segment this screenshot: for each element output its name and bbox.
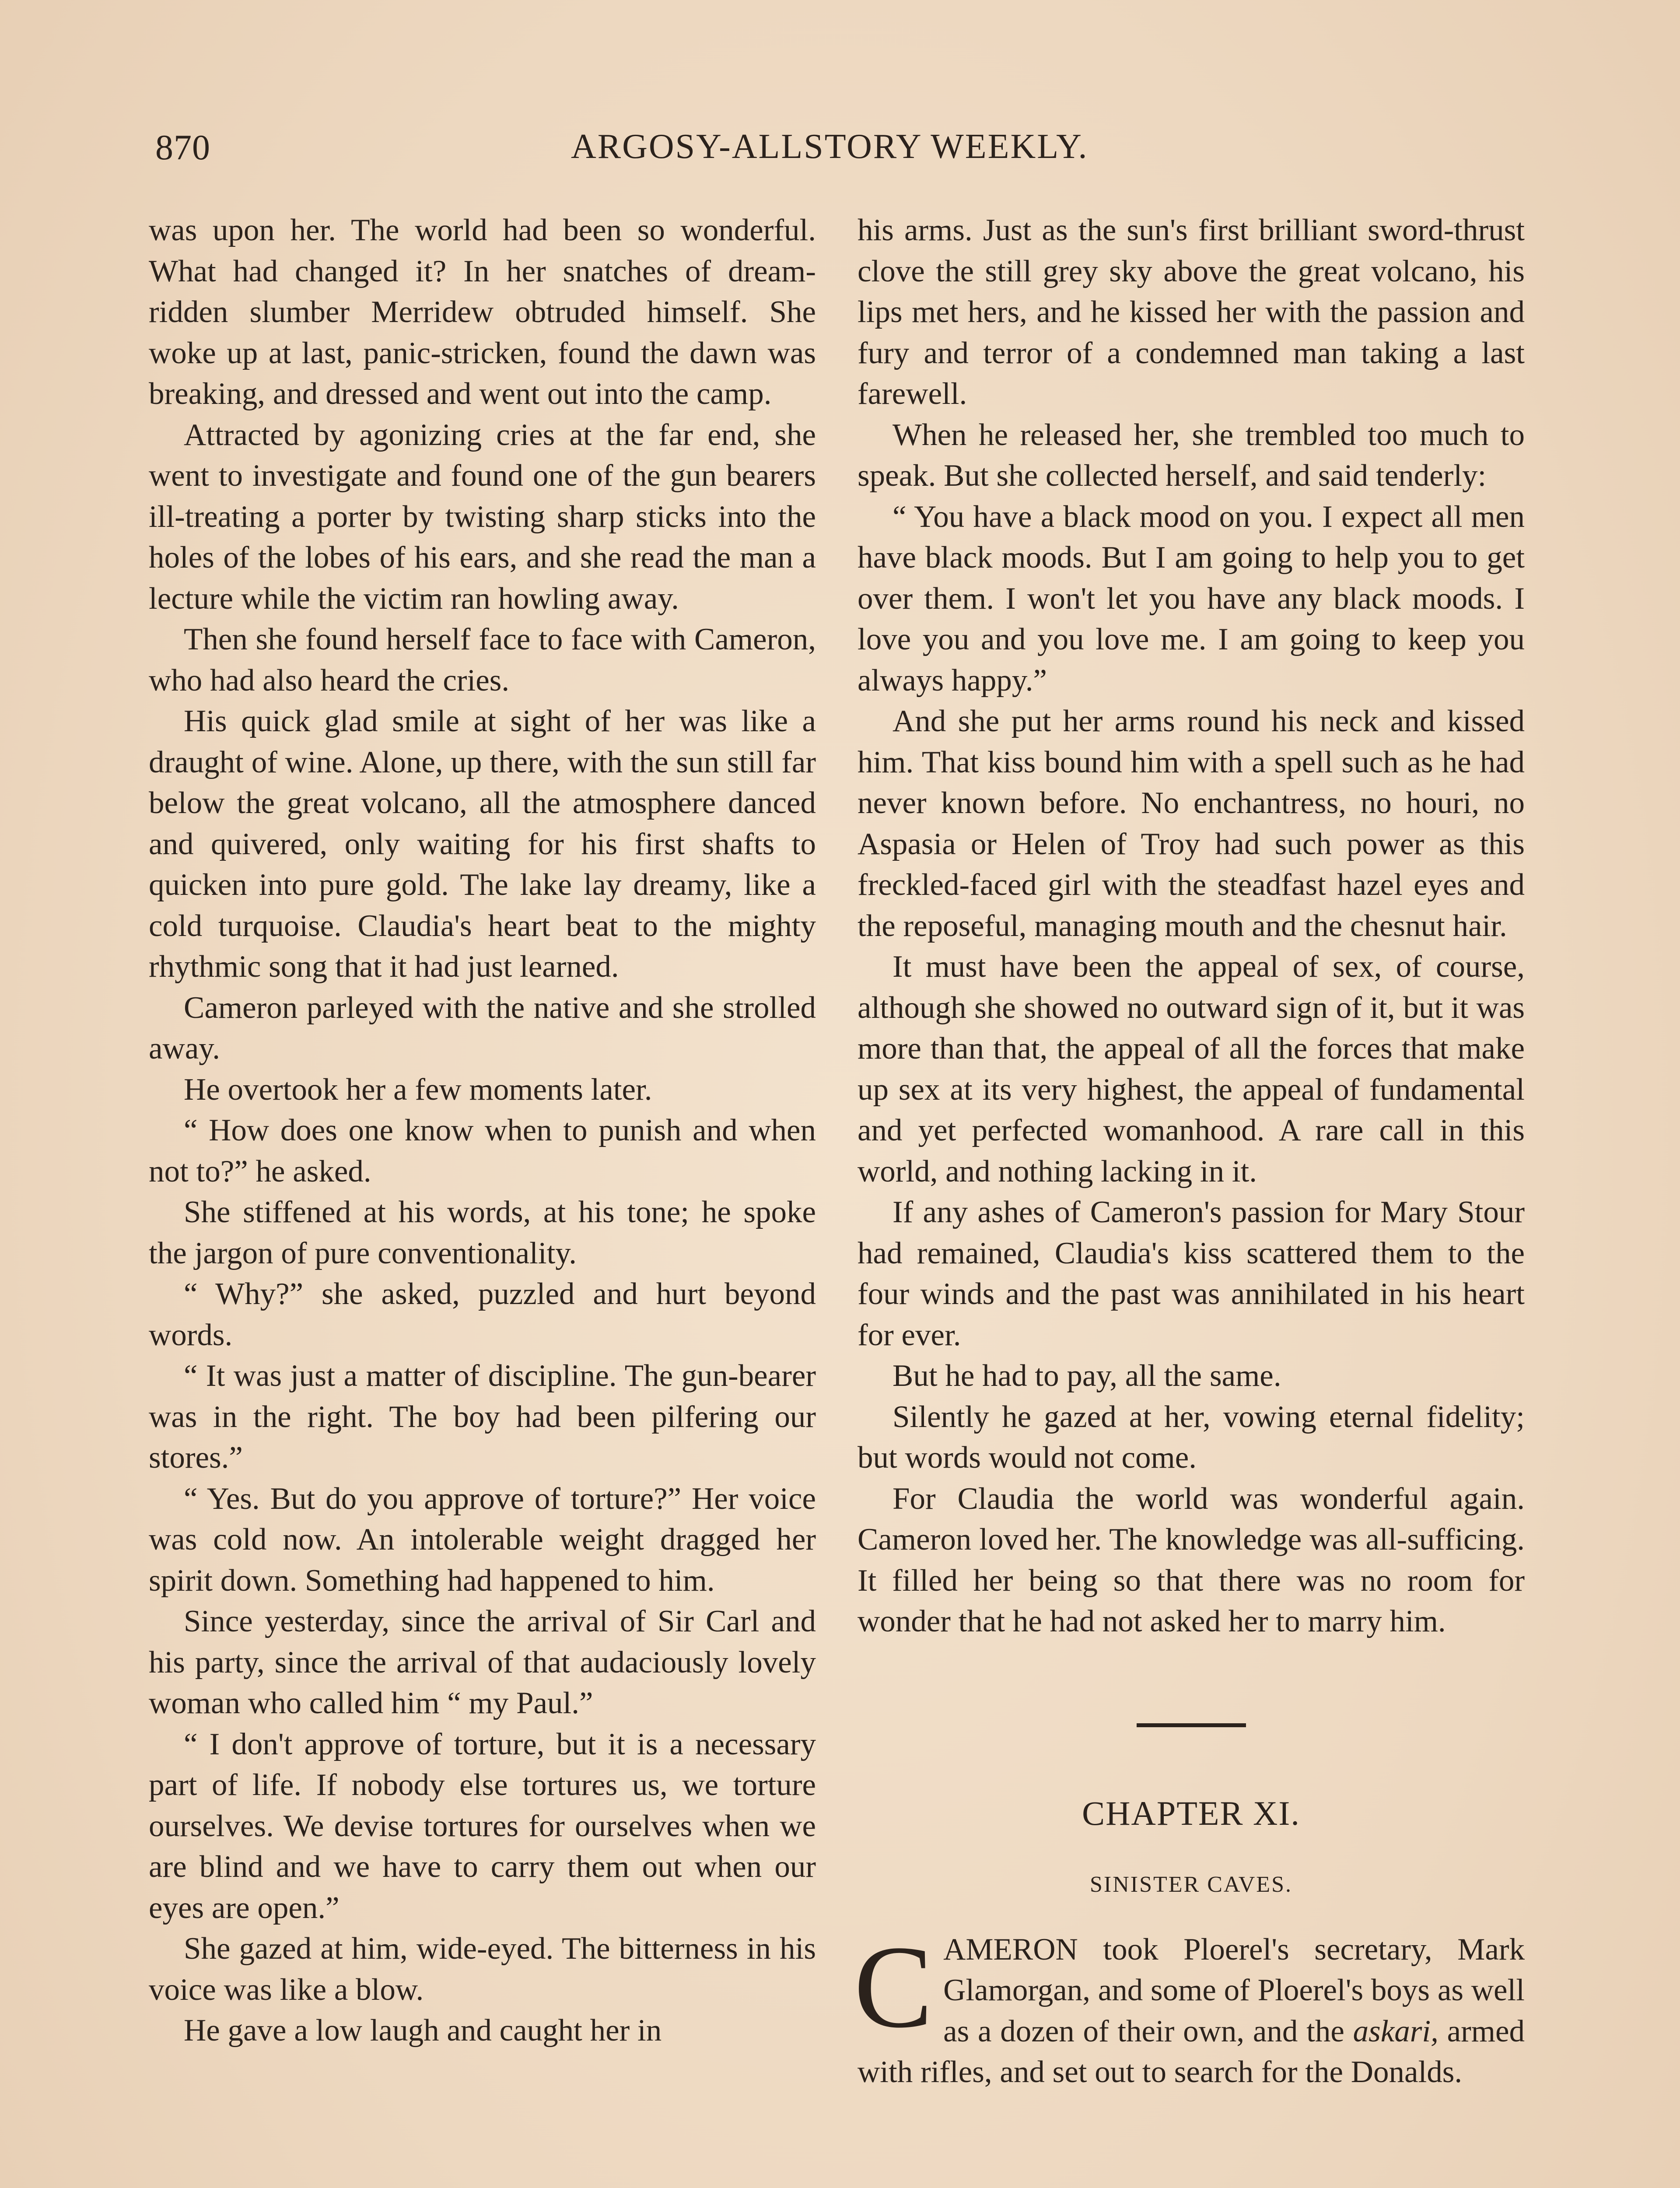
opening-italic-word: askari, bbox=[1353, 2014, 1438, 2048]
paragraph: Cameron parleyed with the native and she strolled away. bbox=[149, 990, 816, 1066]
running-head: ARGOSY-ALLSTORY WEEKLY. bbox=[571, 127, 1088, 166]
left-column bbox=[149, 210, 816, 2051]
paragraph: “ Yes. But do you approve of torture?” Her voice was cold now. An intolerable weight dragged her spirit down. Something had happened to him. bbox=[149, 1481, 816, 1598]
paragraph: He gave a low laugh and caught her in bbox=[184, 2013, 662, 2048]
paragraph: She gazed at him, wide-eyed. The bitterness in his voice was like a blow. bbox=[149, 1932, 816, 2007]
paragraph: But he had to pay, all the same. bbox=[892, 1359, 1281, 1393]
paragraph: “ You have a black mood on you. I expect all men have black moods. But I am going to help you to get over them. I won't let you have any black moods. I love you and you love me. I am going to keep you always happy.” bbox=[858, 499, 1525, 698]
chapter-title: CHAPTER XI. bbox=[1082, 1794, 1300, 1832]
page-header bbox=[155, 127, 1133, 175]
page-number: 870 bbox=[155, 127, 210, 167]
paragraph: For Claudia the world was wonderful again. Cameron loved her. The knowledge was all-sufficing. It filled her being so that there was no room for wonder that he had not asked her to marry him. bbox=[858, 1481, 1525, 1638]
paragraph: “ It was just a matter of discipline. The gun-bearer was in the right. The boy had been pilfering our stores.” bbox=[149, 1359, 816, 1475]
paragraph: Then she found herself face to face with Cameron, who had also heard the cries. bbox=[149, 622, 816, 698]
paragraph: “ How does one know when to punish and when not to?” he asked. bbox=[149, 1113, 816, 1189]
chapter-opening-paragraph bbox=[854, 1921, 1525, 2093]
paragraph: It must have been the appeal of sex, of course, although she showed no outward sign of it, but it was more than that, the appeal of all the forces that make up sex at its very highest, the appeal of fundamental and yet perfected womanhood. A rare call in this world, and nothing lacking in it. bbox=[858, 950, 1525, 1189]
paragraph: his arms. Just as the sun's first brilliant sword-thrust clove the still grey sky above the great volcano, his lips met hers, and he kissed her with the passion and fury and terror of a condemned man taking a last farewell. bbox=[858, 213, 1525, 411]
opening-text: AMERON took Ploerel's secretary, Mark Glamorgan, and some of Ploerel's boys as well as a dozen of their own, and the bbox=[943, 1932, 1525, 2048]
section-divider bbox=[1137, 1723, 1246, 1727]
paragraph: She stiffened at his words, at his tone; he spoke the jargon of pure conventionality. bbox=[149, 1195, 816, 1270]
paragraph: Silently he gazed at her, vowing eternal fidelity; but words would not come. bbox=[858, 1399, 1525, 1475]
paragraph: Since yesterday, since the arrival of Sir Carl and his party, since the arrival of that audaciously lovely woman who called him “ my Paul.” bbox=[149, 1604, 816, 1720]
paragraph: His quick glad smile at sight of her was like a draught of wine. Alone, up there, with the sun still far below the great volcano, all the atmosphere danced and quivered, only waiting for his first shafts to quicken into pure gold. The lake lay dreamy, like a cold turquoise. Claudia's heart beat to the mighty rhythmic song that it had just learned. bbox=[149, 704, 816, 984]
paragraph: And she put her arms round his neck and kissed him. That kiss bound him with a spell such as he had never known before. No enchantress, no houri, no Aspasia or Helen of Troy had such power as this freckled-faced girl with the steadfast hazel eyes and the reposeful, managing mouth and the chesnut hair. bbox=[858, 704, 1525, 943]
paragraph: If any ashes of Cameron's passion for Mary Stour had remained, Claudia's kiss scattered them to the four winds and the past was annihilated in his heart for ever. bbox=[858, 1195, 1525, 1352]
paragraph: When he released her, she trembled too much to speak. But she collected herself, and said tenderly: bbox=[858, 417, 1525, 493]
chapter-subtitle: SINISTER CAVES. bbox=[1089, 1872, 1292, 1897]
paragraph: Attracted by agonizing cries at the far end, she went to investigate and found one of the gun bearers ill-treating a porter by twisting sharp sticks into the holes of the lobes of his ears, and she read the man a lecture while the victim ran howling away. bbox=[149, 417, 816, 616]
opening-text-end: armed with rifles, and set out to search for the Donalds. bbox=[858, 2014, 1525, 2089]
paragraph: “ I don't approve of torture, but it is a necessary part of life. If nobody else tortures us, we torture ourselves. We devise tortures for ourselves when we are blind and we have to carry them out when our eyes are open.” bbox=[149, 1727, 816, 1925]
drop-cap: C bbox=[854, 1921, 933, 2052]
right-column bbox=[854, 210, 1525, 2093]
paragraph: “ Why?” she asked, puzzled and hurt beyond words. bbox=[149, 1277, 816, 1352]
paragraph: was upon her. The world had been so wonderful. What had changed it? In her snatches of dream-ridden slumber Merridew obtruded himself. She woke up at last, panic-stricken, found the dawn was breaking, and dressed and went out into the camp. bbox=[149, 213, 816, 411]
paragraph: He overtook her a few moments later. bbox=[184, 1072, 652, 1107]
